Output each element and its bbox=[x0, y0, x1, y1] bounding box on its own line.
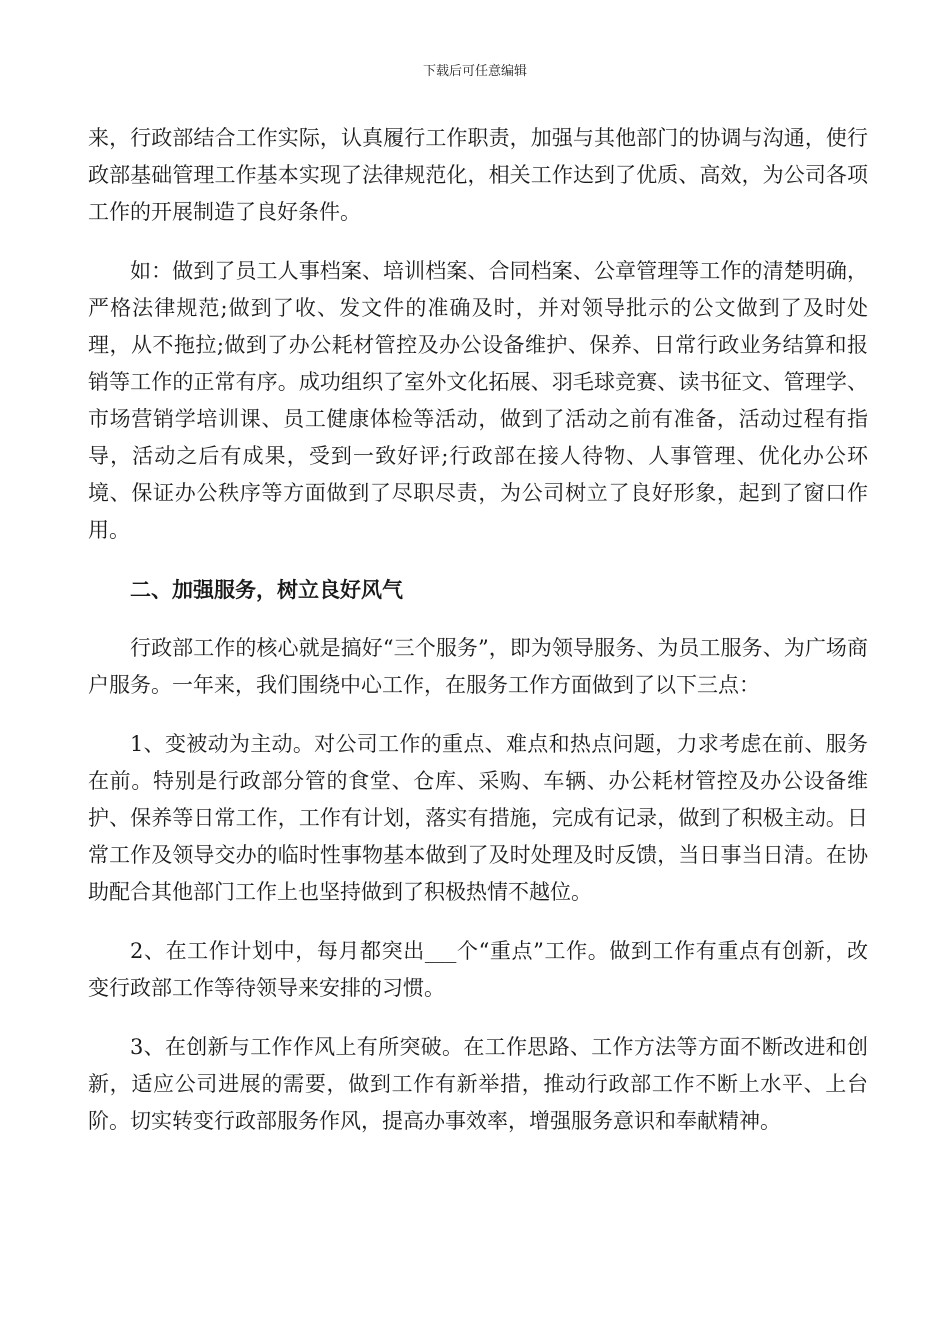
page-header: 下载后可任意编辑 bbox=[422, 64, 527, 79]
paragraph-point-2: 2、在工作计划中，每月都突出___个“重点”工作。做到工作有重点有创新，改变行政部工作等待领导来安排的习惯。 bbox=[88, 939, 868, 1000]
document-body bbox=[88, 120, 868, 1162]
section-heading: 二、加强服务，树立良好风气 bbox=[130, 577, 403, 602]
paragraph-continuation: 来，行政部结合工作实际，认真履行工作职责，加强与其他部门的协调与沟通，使行政部基础管理工作基本实现了法律规范化，相关工作达到了优质、高效，为公司各项工作的开展制造了良好条件。 bbox=[88, 126, 868, 224]
paragraph-point-1: 1、变被动为主动。对公司工作的重点、难点和热点问题，力求考虑在前、服务在前。特别是行政部分管的食堂、仓库、采购、车辆、办公耗材管控及办公设备维护、保养等日常工作，工作有计划，落实有措施，完成有记录，做到了积极主动。日常工作及领导交办的临时性事物基本做到了及时处理及时反馈，当日事当日清。在协助配合其他部门工作上也坚持做到了积极热情不越位。 bbox=[88, 732, 868, 904]
paragraph-examples: 如：做到了员工人事档案、培训档案、合同档案、公章管理等工作的清楚明确，严格法律规范;做到了收、发文件的准确及时，并对领导批示的公文做到了及时处理，从不拖拉;做到了办公耗材管控及办公设备维护、保养、日常行政业务结算和报销等工作的正常有序。成功组织了室外文化拓展、羽毛球竞赛、读书征文、管理学、市场营销学培训课、员工健康体检等活动，做到了活动之前有准备，活动过程有指导，活动之后有成果，受到一致好评;行政部在接人待物、人事管理、优化办公环境、保证办公秩序等方面做到了尽职尽责，为公司树立了良好形象，起到了窗口作用。 bbox=[88, 259, 868, 542]
paragraph-service-intro: 行政部工作的核心就是搞好“三个服务”，即为领导服务、为员工服务、为广场商户服务。一年来，我们围绕中心工作，在服务工作方面做到了以下三点： bbox=[88, 636, 868, 697]
paragraph-point-3: 3、在创新与工作作风上有所突破。在工作思路、工作方法等方面不断改进和创新，适应公司进展的需要，做到工作有新举措，推动行政部工作不断上水平、上台阶。切实转变行政部服务作风，提高办事效率，增强服务意识和奉献精神。 bbox=[88, 1035, 868, 1133]
